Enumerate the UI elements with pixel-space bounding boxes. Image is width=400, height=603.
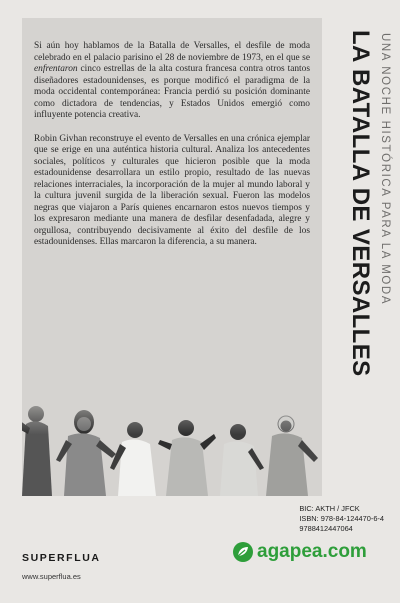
blurb-text: Si aún hoy hablamos de la Batalla de Versalles, el desfile de moda celebrado en el palacio parisino el 28 de noviembre de 1973, en el que se xyxy=(34,41,310,63)
blurb-text: cinco estrellas de la alta costura francesa contra otros tantos diseñadores estadounidenses, es porque modificó el paradigma de la moda occidental contemporánea: Francia perdió su posición dominante como dictadora de tendencias, y Estados Unidos emergió como influyente potencia creativa. xyxy=(34,64,310,120)
bic-code: BIC: AKTH / JFCK xyxy=(299,504,360,513)
models-photo xyxy=(22,384,322,496)
watermark-text: agapea.com xyxy=(257,541,367,562)
leaf-icon xyxy=(232,541,254,563)
isbn: ISBN: 978-84-124470-6-4 xyxy=(299,514,384,523)
spine-subtitle: UNA NOCHE HISTÓRICA PARA LA MODA xyxy=(379,33,391,306)
publisher-website[interactable]: www.superflua.es xyxy=(22,572,81,581)
blurb xyxy=(34,41,310,249)
watermark xyxy=(232,541,367,563)
publisher-name: SUPERFLUA xyxy=(22,552,101,564)
ean-number: 9788412447064 xyxy=(299,524,353,533)
blurb-paragraph-1 xyxy=(34,41,310,122)
blurb-paragraph-2: Robin Givhan reconstruye el evento de Versalles en una crónica ejemplar que se erige en una auténtica historia cultural. Analiza los antecedentes sociales, políticos y culturales que hicieron posible que la moda estadounidense desarrollara un estilo propio, resultado de las nuevas relaciones interraciales, la incorporación de la mujer al mundo laboral y la cultura juvenil surgida de la liberación sexual. Fueron las modelos negras que viajaron a París quienes encarnaron estos nuevos tiempos y los expresaron mediante una manera de desfilar desenfadada, alegre y orgullosa, contribuyendo decisivamente al éxito del desfile de los estadounidenses. Ellas marcaron la diferencia, a su manera. xyxy=(34,133,310,247)
blurb-emphasis: enfrentaron xyxy=(34,64,78,74)
spine-title: LA BATALLA DE VERSALLES xyxy=(347,30,374,377)
back-cover-panel xyxy=(22,18,322,496)
book-info xyxy=(299,504,384,534)
